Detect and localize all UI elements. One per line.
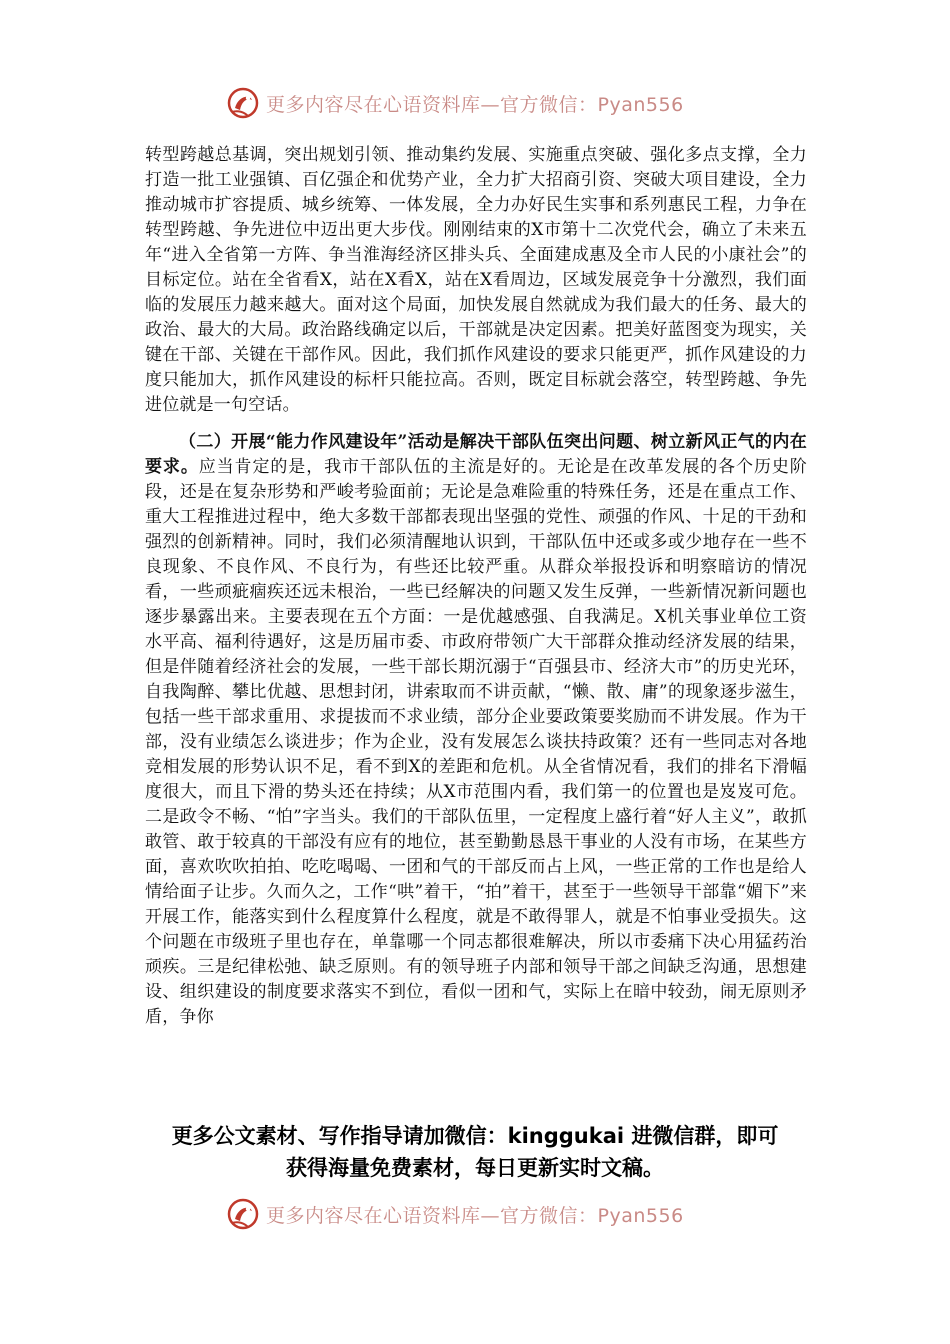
red-swirl-logo-icon bbox=[226, 1197, 260, 1231]
red-swirl-logo-icon bbox=[226, 86, 260, 120]
footer-banner bbox=[226, 1194, 684, 1234]
footer-banner-text: 更多内容尽在心语资料库—官方微信：Pyan556 bbox=[266, 1204, 684, 1227]
paragraph-2-body: 应当肯定的是，我市干部队伍的主流是好的。无论是在改革发展的各个历史阶段，还是在复杂形势和严峻考验面前；无论是急难险重的特殊任务，还是在重点工作、重大工程推进过程中，绝大多数干部都表现出坚强的党性、顽强的作风、十足的干劲和强烈的创新精神。同时，我们必须清醒地认识到，干部队伍中还或多或少地存在一些不良现象、不良作风、不良行为，有些还比较严重。从群众举报投诉和明察暗访的情况看，一些顽疵痼疾还远未根治，一些已经解决的问题又发生反弹，一些新情况新问题也逐步暴露出来。主要表现在五个方面：一是优越感强、自我满足。X机关事业单位工资水平高、福利待遇好，这是历届市委、市政府带领广大干部群众推动经济发展的结果，但是伴随着经济社会的发展，一些干部长期沉溺于“百强县市、经济大市”的历史光环，自我陶醉、攀比优越、思想封闭，讲索取而不讲贡献，“懒、散、庸”的现象逐步滋生，包括一些干部求重用、求提拔而不求业绩，部分企业要政策要奖励而不讲发展。作为干部，没有业绩怎么谈进步；作为企业，没有发展怎么谈扶持政策？还有一些同志对各地竞相发展的形势认识不足，看不到X的差距和危机。从全省情况看，我们的排名下滑幅度很大，而且下滑的势头还在持续；从X市范围内看，我们第一的位置也是岌岌可危。二是政令不畅、“怕”字当头。我们的干部队伍里，一定程度上盛行着“好人主义”，敢抓敢管、敢于较真的干部没有应有的地位，甚至勤勤恳恳干事业的人没有市场，在某些方面，喜欢吹吹拍拍、吃吃喝喝、一团和气的干部反而占上风，一些正常的工作也是给人情给面子让步。久而久之，工作“哄”着干，“拍”着干，甚至于一些领导干部靠“媚下”来开展工作，能落实到什么程度算什么程度，就是不敢得罪人，就是不怕事业受损失。这个问题在市级班子里也存在，单靠哪一个同志都很难解决，所以市委痛下决心用猛药治顽疾。三是纪律松弛、缺乏原则。有的领导班子内部和领导干部之间缺乏沟通，思想建设、组织建设的制度要求落实不到位，看似一团和气，实际上在暗中较劲，闹无原则矛盾，争你 bbox=[145, 457, 807, 1027]
promo-line-1: 更多公文素材、写作指导请加微信：kinggukai 进微信群，即可 bbox=[171, 1124, 779, 1148]
paragraph-2 bbox=[145, 430, 807, 1030]
footer-wechat-id: Pyan556 bbox=[597, 1204, 684, 1227]
promo-notice bbox=[135, 1120, 815, 1184]
header-banner-text: 更多内容尽在心语资料库—官方微信：Pyan556 bbox=[266, 93, 684, 116]
section-heading: （二）开展“能力作风建设年”活动是解决干部队伍突出问题、树立新风正气的内在要求。 bbox=[145, 432, 807, 477]
header-wechat-id: Pyan556 bbox=[597, 93, 684, 116]
paragraph-1: 转型跨越总基调，突出规划引领、推动集约发展、实施重点突破、强化多点支撑，全力打造一批工业强镇、百亿强企和优势产业，全力扩大招商引资、突破大项目建设，全力推动城市扩容提质、城乡统筹、一体发展，全力办好民生实事和系列惠民工程，力争在转型跨越、争先进位中迈出更大步伐。刚刚结束的X市第十二次党代会，确立了未来五年“进入全省第一方阵、争当淮海经济区排头兵、全面建成惠及全市人民的小康社会”的目标定位。站在全省看X，站在X看X，站在X看周边，区域发展竞争十分激烈，我们面临的发展压力越来越大。面对这个局面，加快发展自然就成为我们最大的任务、最大的政治、最大的大局。政治路线确定以后，干部就是决定因素。把美好蓝图变为现实，关键在干部、关键在干部作风。因此，我们抓作风建设的要求只能更严，抓作风建设的力度只能加大，抓作风建设的标杆只能拉高。否则，既定目标就会落空，转型跨越、争先进位就是一句空话。 bbox=[145, 145, 807, 415]
document-body bbox=[145, 143, 807, 1030]
header-banner bbox=[226, 83, 684, 123]
promo-line-2: 获得海量免费素材，每日更新实时文稿。 bbox=[286, 1156, 664, 1180]
